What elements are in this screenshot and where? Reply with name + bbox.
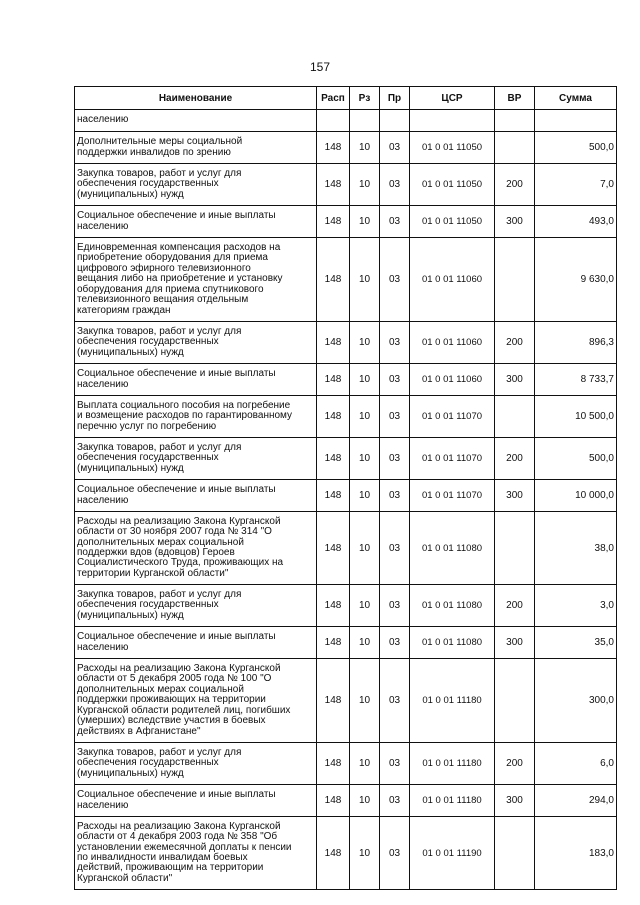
cell-rz: 10: [350, 480, 380, 512]
cell-csr: 01 0 01 11060: [410, 238, 495, 322]
cell-sum: [535, 110, 617, 132]
table-row: [75, 512, 617, 585]
cell-csr: 01 0 01 11050: [410, 206, 495, 238]
cell-rz: 10: [350, 206, 380, 238]
table-row: [75, 238, 617, 322]
cell-name: Закупка товаров, работ и услуг для обеспечения государственных (муниципальных) нужд: [75, 164, 317, 206]
cell-pr: 03: [380, 164, 410, 206]
cell-csr: 01 0 01 11070: [410, 438, 495, 480]
cell-sum: 500,0: [535, 438, 617, 480]
budget-table: [74, 86, 617, 890]
cell-rz: 10: [350, 438, 380, 480]
cell-vr: [495, 396, 535, 438]
cell-rasp: 148: [317, 206, 350, 238]
table-header-row: [75, 87, 617, 110]
cell-pr: 03: [380, 627, 410, 659]
cell-name: Расходы на реализацию Закона Курганской области от 30 ноября 2007 года № 314 "О дополнительных мерах социальной поддержки вдов (вдовцов) Героев Социалистического Труда, проживающих на территории Курганской области": [75, 512, 317, 585]
table-row: [75, 659, 617, 743]
table-row: [75, 364, 617, 396]
cell-sum: 7,0: [535, 164, 617, 206]
cell-vr: 200: [495, 585, 535, 627]
cell-rasp: 148: [317, 512, 350, 585]
cell-sum: 10 500,0: [535, 396, 617, 438]
cell-csr: 01 0 01 11050: [410, 164, 495, 206]
cell-csr: 01 0 01 11180: [410, 659, 495, 743]
cell-name: Закупка товаров, работ и услуг для обеспечения государственных (муниципальных) нужд: [75, 322, 317, 364]
cell-rz: 10: [350, 627, 380, 659]
cell-rasp: 148: [317, 585, 350, 627]
cell-vr: [495, 817, 535, 890]
cell-sum: 9 630,0: [535, 238, 617, 322]
page-number: 157: [309, 60, 331, 74]
cell-name: Социальное обеспечение и иные выплаты населению: [75, 364, 317, 396]
cell-vr: 300: [495, 627, 535, 659]
cell-vr: 200: [495, 164, 535, 206]
cell-pr: 03: [380, 322, 410, 364]
table-row: [75, 396, 617, 438]
cell-pr: 03: [380, 438, 410, 480]
cell-pr: 03: [380, 480, 410, 512]
table-row: [75, 132, 617, 164]
cell-csr: 01 0 01 11080: [410, 585, 495, 627]
cell-csr: 01 0 01 11060: [410, 322, 495, 364]
table-row: [75, 743, 617, 785]
cell-name: Единовременная компенсация расходов на приобретение оборудования для приема цифрового эфирного телевизионного вещания либо на приобретение и установку оборудования для приема спутникового телевизионного вещания отдельным категориям граждан: [75, 238, 317, 322]
cell-rz: 10: [350, 743, 380, 785]
table-row: [75, 480, 617, 512]
cell-sum: 35,0: [535, 627, 617, 659]
cell-vr: [495, 659, 535, 743]
header-rz: Рз: [350, 87, 380, 110]
cell-pr: 03: [380, 817, 410, 890]
cell-rz: 10: [350, 659, 380, 743]
cell-name: Выплата социального пособия на погребение и возмещение расходов по гарантированному перечню услуг по погребению: [75, 396, 317, 438]
header-pr: Пр: [380, 87, 410, 110]
cell-sum: 500,0: [535, 132, 617, 164]
cell-rasp: 148: [317, 364, 350, 396]
header-rasp: Расп: [317, 87, 350, 110]
table-row: [75, 785, 617, 817]
cell-sum: 300,0: [535, 659, 617, 743]
cell-name: Социальное обеспечение и иные выплаты населению: [75, 480, 317, 512]
cell-rasp: 148: [317, 627, 350, 659]
header-sum: Сумма: [535, 87, 617, 110]
cell-pr: 03: [380, 512, 410, 585]
cell-sum: 896,3: [535, 322, 617, 364]
cell-pr: 03: [380, 743, 410, 785]
table-row: [75, 627, 617, 659]
cell-sum: 10 000,0: [535, 480, 617, 512]
cell-rasp: 148: [317, 164, 350, 206]
cell-csr: 01 0 01 11190: [410, 817, 495, 890]
cell-rz: 10: [350, 396, 380, 438]
table-row: [75, 438, 617, 480]
cell-sum: 183,0: [535, 817, 617, 890]
cell-name: Закупка товаров, работ и услуг для обеспечения государственных (муниципальных) нужд: [75, 585, 317, 627]
cell-name: населению: [75, 110, 317, 132]
cell-name: Закупка товаров, работ и услуг для обеспечения государственных (муниципальных) нужд: [75, 438, 317, 480]
cell-vr: [495, 512, 535, 585]
cell-csr: 01 0 01 11060: [410, 364, 495, 396]
cell-vr: 300: [495, 480, 535, 512]
cell-rasp: 148: [317, 785, 350, 817]
cell-rasp: 148: [317, 238, 350, 322]
cell-sum: 294,0: [535, 785, 617, 817]
cell-rz: 10: [350, 785, 380, 817]
cell-rz: [350, 110, 380, 132]
cell-sum: 493,0: [535, 206, 617, 238]
header-csr: ЦСР: [410, 87, 495, 110]
table-row: [75, 585, 617, 627]
table-row: [75, 164, 617, 206]
cell-pr: 03: [380, 585, 410, 627]
cell-pr: 03: [380, 659, 410, 743]
cell-pr: 03: [380, 206, 410, 238]
table-body: [75, 110, 617, 890]
cell-rasp: 148: [317, 132, 350, 164]
cell-csr: 01 0 01 11180: [410, 743, 495, 785]
cell-vr: 300: [495, 206, 535, 238]
cell-pr: 03: [380, 364, 410, 396]
cell-csr: 01 0 01 11080: [410, 627, 495, 659]
cell-name: Социальное обеспечение и иные выплаты населению: [75, 785, 317, 817]
cell-vr: [495, 238, 535, 322]
cell-vr: [495, 110, 535, 132]
cell-rz: 10: [350, 132, 380, 164]
cell-csr: 01 0 01 11070: [410, 396, 495, 438]
cell-rz: 10: [350, 585, 380, 627]
cell-sum: 38,0: [535, 512, 617, 585]
cell-vr: 200: [495, 438, 535, 480]
cell-sum: 6,0: [535, 743, 617, 785]
cell-pr: 03: [380, 396, 410, 438]
cell-name: Социальное обеспечение и иные выплаты населению: [75, 206, 317, 238]
cell-rasp: 148: [317, 480, 350, 512]
cell-rasp: 148: [317, 817, 350, 890]
cell-sum: 8 733,7: [535, 364, 617, 396]
cell-vr: 300: [495, 364, 535, 396]
cell-name: Закупка товаров, работ и услуг для обеспечения государственных (муниципальных) нужд: [75, 743, 317, 785]
cell-rasp: 148: [317, 322, 350, 364]
cell-vr: 200: [495, 743, 535, 785]
cell-vr: [495, 132, 535, 164]
cell-csr: 01 0 01 11180: [410, 785, 495, 817]
cell-rz: 10: [350, 817, 380, 890]
header-vr: ВР: [495, 87, 535, 110]
cell-rz: 10: [350, 364, 380, 396]
header-name: Наименование: [75, 87, 317, 110]
cell-name: Дополнительные меры социальной поддержки инвалидов по зрению: [75, 132, 317, 164]
cell-name: Расходы на реализацию Закона Курганской области от 5 декабря 2005 года № 100 "О дополнительных мерах социальной поддержки проживающих на территории Курганской области родителей лиц, погибших (умерших) вследствие участия в боевых действиях в Афганистане": [75, 659, 317, 743]
cell-csr: 01 0 01 11080: [410, 512, 495, 585]
table-row: [75, 110, 617, 132]
cell-vr: 300: [495, 785, 535, 817]
cell-csr: 01 0 01 11050: [410, 132, 495, 164]
cell-pr: 03: [380, 132, 410, 164]
cell-rasp: 148: [317, 396, 350, 438]
cell-pr: 03: [380, 238, 410, 322]
table-row: [75, 817, 617, 890]
cell-csr: 01 0 01 11070: [410, 480, 495, 512]
cell-rasp: [317, 110, 350, 132]
cell-rasp: 148: [317, 438, 350, 480]
cell-rasp: 148: [317, 743, 350, 785]
cell-csr: [410, 110, 495, 132]
cell-name: Расходы на реализацию Закона Курганской области от 4 декабря 2003 года № 358 "Об установлении ежемесячной доплаты к пенсии по инвалидности инвалидам боевых действий, проживающим на территории Курганской области": [75, 817, 317, 890]
table-row: [75, 322, 617, 364]
cell-rz: 10: [350, 512, 380, 585]
cell-pr: 03: [380, 785, 410, 817]
table-row: [75, 206, 617, 238]
cell-rz: 10: [350, 238, 380, 322]
cell-pr: [380, 110, 410, 132]
cell-rz: 10: [350, 322, 380, 364]
cell-vr: 200: [495, 322, 535, 364]
cell-rasp: 148: [317, 659, 350, 743]
cell-rz: 10: [350, 164, 380, 206]
cell-name: Социальное обеспечение и иные выплаты населению: [75, 627, 317, 659]
cell-sum: 3,0: [535, 585, 617, 627]
